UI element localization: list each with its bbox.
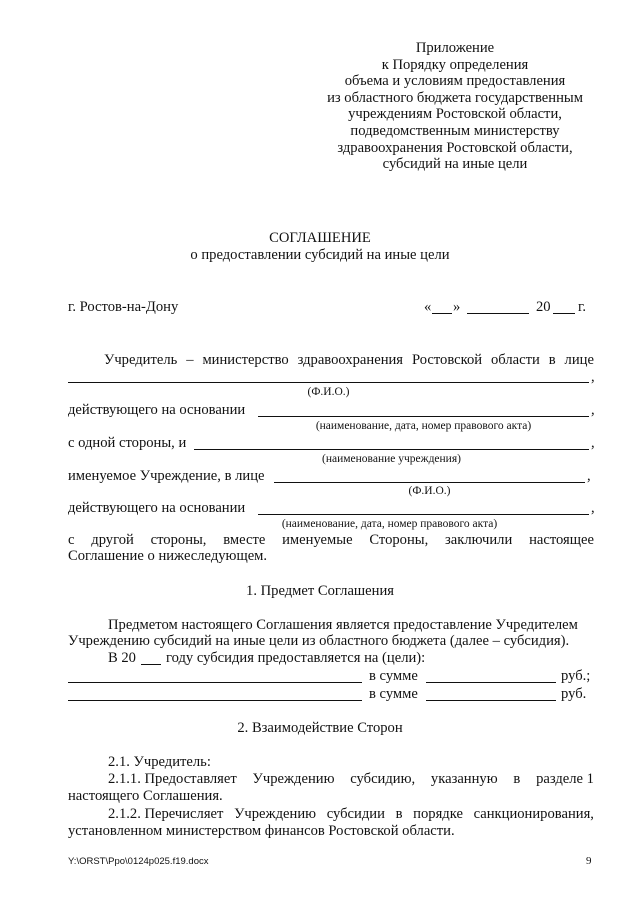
institution-blank <box>194 449 589 450</box>
month-blank <box>467 313 529 314</box>
word: Учреждению <box>252 771 335 787</box>
institution-label: (наименование учреждения) <box>322 453 461 465</box>
founder-basis-blank <box>258 416 589 417</box>
comma: , <box>587 468 591 484</box>
acting-basis-label: действующего на основании <box>68 402 246 418</box>
footer-path: Y:\ORST\Ppo\0124p025.f19.docx <box>68 856 209 867</box>
word: в <box>548 352 556 368</box>
comma: , <box>591 402 595 418</box>
word: санкционирования, <box>473 806 594 822</box>
rub-first: руб.; <box>561 668 591 684</box>
comma: , <box>591 500 595 516</box>
institution-basis-blank <box>258 514 589 515</box>
date-open-quote: « <box>424 299 432 315</box>
clause-2-1-1-line <box>108 771 594 787</box>
founder-fio-blank <box>68 382 589 383</box>
word: с <box>68 532 75 548</box>
year-blank-s1 <box>141 664 161 665</box>
amount-label: в сумме <box>369 668 418 684</box>
word: 2.1.2. Перечисляет <box>108 806 224 822</box>
document-title: СОГЛАШЕНИЕ <box>269 230 371 246</box>
word: в <box>513 771 521 787</box>
word: здравоохранения <box>297 352 404 368</box>
amount-blank <box>426 682 556 683</box>
word: настоящее <box>529 532 594 548</box>
founder-intro-line <box>104 352 594 368</box>
page-number: 9 <box>586 855 592 867</box>
section2-heading: 2. Взаимодействие Сторон <box>237 720 403 736</box>
word: именуемые <box>282 532 353 548</box>
appendix-block <box>320 40 590 173</box>
appendix-line: Приложение <box>415 40 495 56</box>
fio-label: (Ф.И.О.) <box>408 485 451 497</box>
comma: , <box>591 369 595 385</box>
named-institution-label: именуемое Учреждение, в лице <box>68 468 265 484</box>
purpose-blank <box>68 682 362 683</box>
clause-2-1: 2.1. Учредитель: <box>108 754 211 770</box>
word: лице <box>564 352 594 368</box>
purpose-blank <box>68 700 362 701</box>
word: вместе <box>223 532 266 548</box>
appendix-line: здравоохранения Ростовской области, <box>337 139 573 156</box>
act-label: (наименование, дата, номер правового акта) <box>315 420 532 432</box>
other-side-end: Соглашение о нижеследующем. <box>68 548 268 564</box>
rub-last: руб. <box>561 686 587 702</box>
word: Учредитель <box>104 352 178 368</box>
year-post: году субсидия предоставляется на (цели): <box>166 650 426 666</box>
word: Учреждению <box>234 806 317 822</box>
acting-basis-label: действующего на основании <box>68 500 246 516</box>
word: указанную <box>430 771 498 787</box>
word: 2.1.1. Предоставляет <box>108 771 237 787</box>
date-year-suffix: г. <box>578 299 586 315</box>
clause-2-1-1-end: настоящего Соглашения. <box>68 788 223 804</box>
word: заключили <box>445 532 513 548</box>
act-label: (наименование, дата, номер правового акта) <box>281 518 498 530</box>
year-blank <box>553 313 575 314</box>
appendix-line: подведомственным министерству <box>350 122 560 139</box>
clause-2-1-2-end: установленном министерством финансов Ростовской области. <box>68 823 455 839</box>
amount-label: в сумме <box>369 686 418 702</box>
appendix-line: из областного бюджета государственным <box>327 89 583 106</box>
word: другой <box>91 532 134 548</box>
document-subtitle: о предоставлении субсидий на иные цели <box>190 247 450 263</box>
word: области <box>491 352 540 368</box>
word: субсидию, <box>350 771 416 787</box>
institution-fio-blank <box>274 482 585 483</box>
appendix-line: объема и условиям предоставления <box>344 73 566 90</box>
year-pre: В 20 <box>108 650 136 666</box>
section1-para-line2: Учреждению субсидий на иные цели из областного бюджета (далее – субсидия). <box>68 633 570 649</box>
date-close-quote: » <box>453 299 461 315</box>
word: – <box>186 352 194 368</box>
section1-para-line1: Предметом настоящего Соглашения является предоставление Учредителем <box>108 617 578 633</box>
day-blank <box>432 313 452 314</box>
word: разделе 1 <box>536 771 594 787</box>
other-side-line <box>68 532 594 548</box>
place: г. Ростов-на-Дону <box>68 299 179 315</box>
fio-label: (Ф.И.О.) <box>307 386 350 398</box>
word: в <box>395 806 403 822</box>
appendix-line: субсидий на иные цели <box>382 156 528 173</box>
amount-blank <box>426 700 556 701</box>
word: министерство <box>202 352 289 368</box>
appendix-line: учреждениям Ростовской области, <box>348 106 562 123</box>
word: Ростовской <box>411 352 483 368</box>
appendix-line: к Порядку определения <box>381 56 529 73</box>
word: субсидии <box>326 806 385 822</box>
date-year-prefix: 20 <box>536 299 551 315</box>
word: Стороны, <box>369 532 429 548</box>
word: порядке <box>413 806 463 822</box>
one-side-label: с одной стороны, и <box>68 435 187 451</box>
clause-2-1-2-line <box>108 806 594 822</box>
section1-heading: 1. Предмет Соглашения <box>246 583 394 599</box>
word: стороны, <box>150 532 207 548</box>
comma: , <box>591 435 595 451</box>
